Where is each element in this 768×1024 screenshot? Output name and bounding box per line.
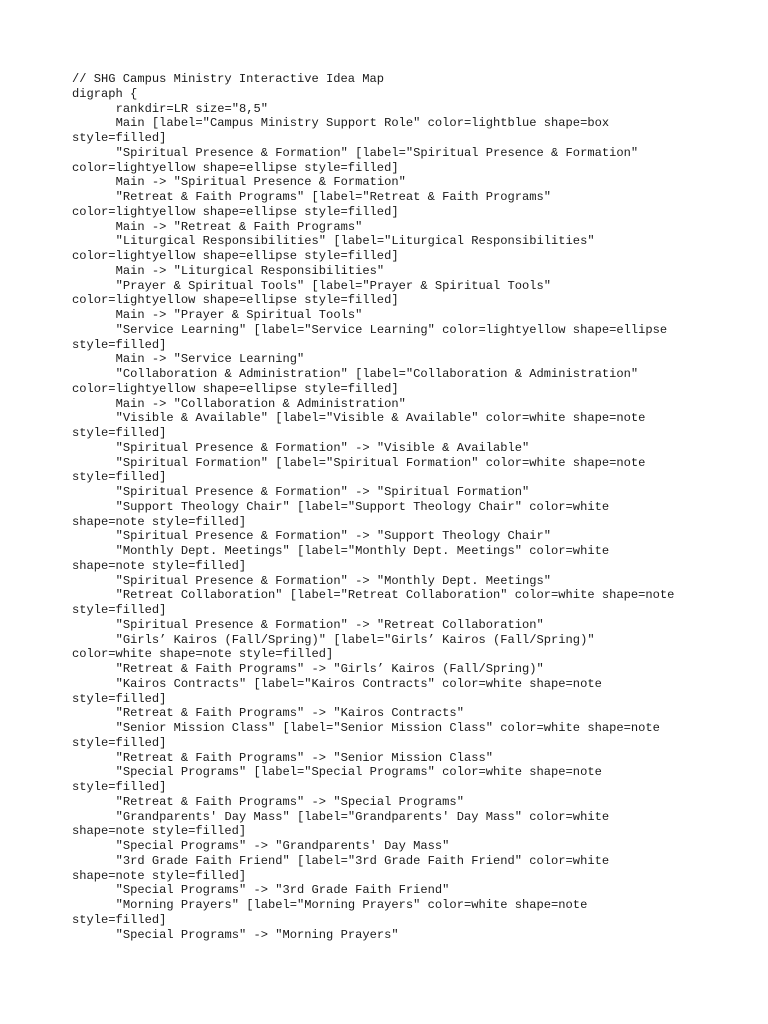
code-line: Main -> "Collaboration & Administration" (115, 396, 406, 411)
code-line: "Special Programs" -> "Grandparents' Day Mass" (115, 839, 450, 853)
code-line: "Retreat & Faith Programs" [label="Retreat & Faith Programs" (115, 190, 552, 204)
code-line: rankdir=LR size="8,5" (115, 101, 268, 116)
code-line: Main -> "Service Learning" (115, 352, 305, 367)
code-line: "Spiritual Formation" [label="Spiritual Formation" color=white shape=note (115, 455, 646, 470)
code-line: style=filled] (72, 735, 167, 750)
code-line: "Retreat & Faith Programs" -> "Kairos Contracts" (115, 706, 464, 721)
code-line: "Retreat & Faith Programs" -> "Special Programs" (115, 794, 464, 809)
code-block (72, 72, 732, 942)
code-line: color=lightyellow shape=ellipse style=filled] (72, 160, 399, 175)
code-line: "Spiritual Presence & Formation" -> "Monthly Dept. Meetings" (115, 573, 552, 588)
code-line: digraph { (72, 86, 138, 101)
code-line: "Kairos Contracts" [label="Kairos Contracts" color=white shape=note (115, 676, 602, 691)
code-line: style=filled] (72, 131, 167, 145)
code-line: Main -> "Retreat & Faith Programs" (115, 219, 363, 234)
code-line: "Support Theology Chair" [label="Support Theology Chair" color=white (115, 499, 610, 514)
code-line: "Retreat & Faith Programs" -> "Senior Mission Class" (115, 750, 493, 765)
code-line: color=lightyellow shape=ellipse style=filled] (72, 293, 399, 308)
code-line: Main [label="Campus Ministry Support Role" color=lightblue shape=box (115, 116, 610, 131)
code-line: "Visible & Available" [label="Visible & Available" color=white shape=note (115, 411, 646, 426)
code-line: shape=note style=filled] (72, 558, 247, 573)
code-line: style=filled] (72, 426, 167, 440)
code-line: "Prayer & Spiritual Tools" [label="Prayer & Spiritual Tools" (115, 278, 552, 293)
code-line: style=filled] (72, 603, 167, 617)
code-line: shape=note style=filled] (72, 514, 247, 529)
code-line: "Special Programs" -> "3rd Grade Faith Friend" (115, 883, 450, 898)
code-line: "Grandparents' Day Mass" [label="Grandparents' Day Mass" color=white (115, 809, 610, 824)
code-line: "Spiritual Presence & Formation" -> "Spiritual Formation" (115, 485, 530, 499)
code-line: color=lightyellow shape=ellipse style=filled] (72, 381, 399, 396)
code-line: "Girls’ Kairos (Fall/Spring)" [label="Girls’ Kairos (Fall/Spring)" (115, 632, 595, 647)
code-line: "Spiritual Presence & Formation" [label="Spiritual Presence & Formation" (115, 145, 639, 160)
code-line: "Special Programs" -> "Morning Prayers" (115, 927, 399, 942)
code-line: "Retreat Collaboration" [label="Retreat Collaboration" color=white shape=note (115, 588, 675, 603)
code-line: style=filled] (72, 780, 167, 794)
code-line: "3rd Grade Faith Friend" [label="3rd Grade Faith Friend" color=white (115, 853, 610, 868)
code-line: "Special Programs" [label="Special Programs" color=white shape=note (115, 765, 602, 780)
code-line: "Service Learning" [label="Service Learning" color=lightyellow shape=ellipse (115, 322, 668, 337)
code-line: Main -> "Spiritual Presence & Formation" (115, 175, 406, 190)
code-line: // SHG Campus Ministry Interactive Idea Map (72, 72, 385, 86)
code-line: color=lightyellow shape=ellipse style=filled] (72, 204, 399, 219)
code-line: "Morning Prayers" [label="Morning Prayers" color=white shape=note (115, 898, 588, 912)
code-line: "Spiritual Presence & Formation" -> "Support Theology Chair" (115, 529, 552, 544)
code-line: "Senior Mission Class" [label="Senior Mission Class" color=white shape=note (115, 721, 660, 735)
code-line: Main -> "Prayer & Spiritual Tools" (115, 308, 363, 322)
code-line: style=filled] (72, 337, 167, 352)
code-line: color=lightyellow shape=ellipse style=filled] (72, 249, 399, 263)
code-line: Main -> "Liturgical Responsibilities" (115, 263, 385, 278)
code-line: style=filled] (72, 470, 167, 485)
code-line: "Liturgical Responsibilities" [label="Liturgical Responsibilities" (115, 234, 595, 249)
code-line: "Collaboration & Administration" [label="Collaboration & Administration" (115, 367, 639, 381)
document-page (72, 72, 732, 942)
code-line: "Retreat & Faith Programs" -> "Girls’ Kairos (Fall/Spring)" (115, 662, 544, 676)
code-line: style=filled] (72, 691, 167, 706)
code-line: "Spiritual Presence & Formation" -> "Retreat Collaboration" (115, 617, 544, 632)
code-line: "Monthly Dept. Meetings" [label="Monthly Dept. Meetings" color=white (115, 544, 610, 558)
code-line: style=filled] (72, 912, 167, 927)
code-line: shape=note style=filled] (72, 868, 247, 883)
code-line: "Spiritual Presence & Formation" -> "Visible & Available" (115, 440, 530, 455)
code-line: shape=note style=filled] (72, 824, 247, 839)
code-line: color=white shape=note style=filled] (72, 647, 334, 662)
